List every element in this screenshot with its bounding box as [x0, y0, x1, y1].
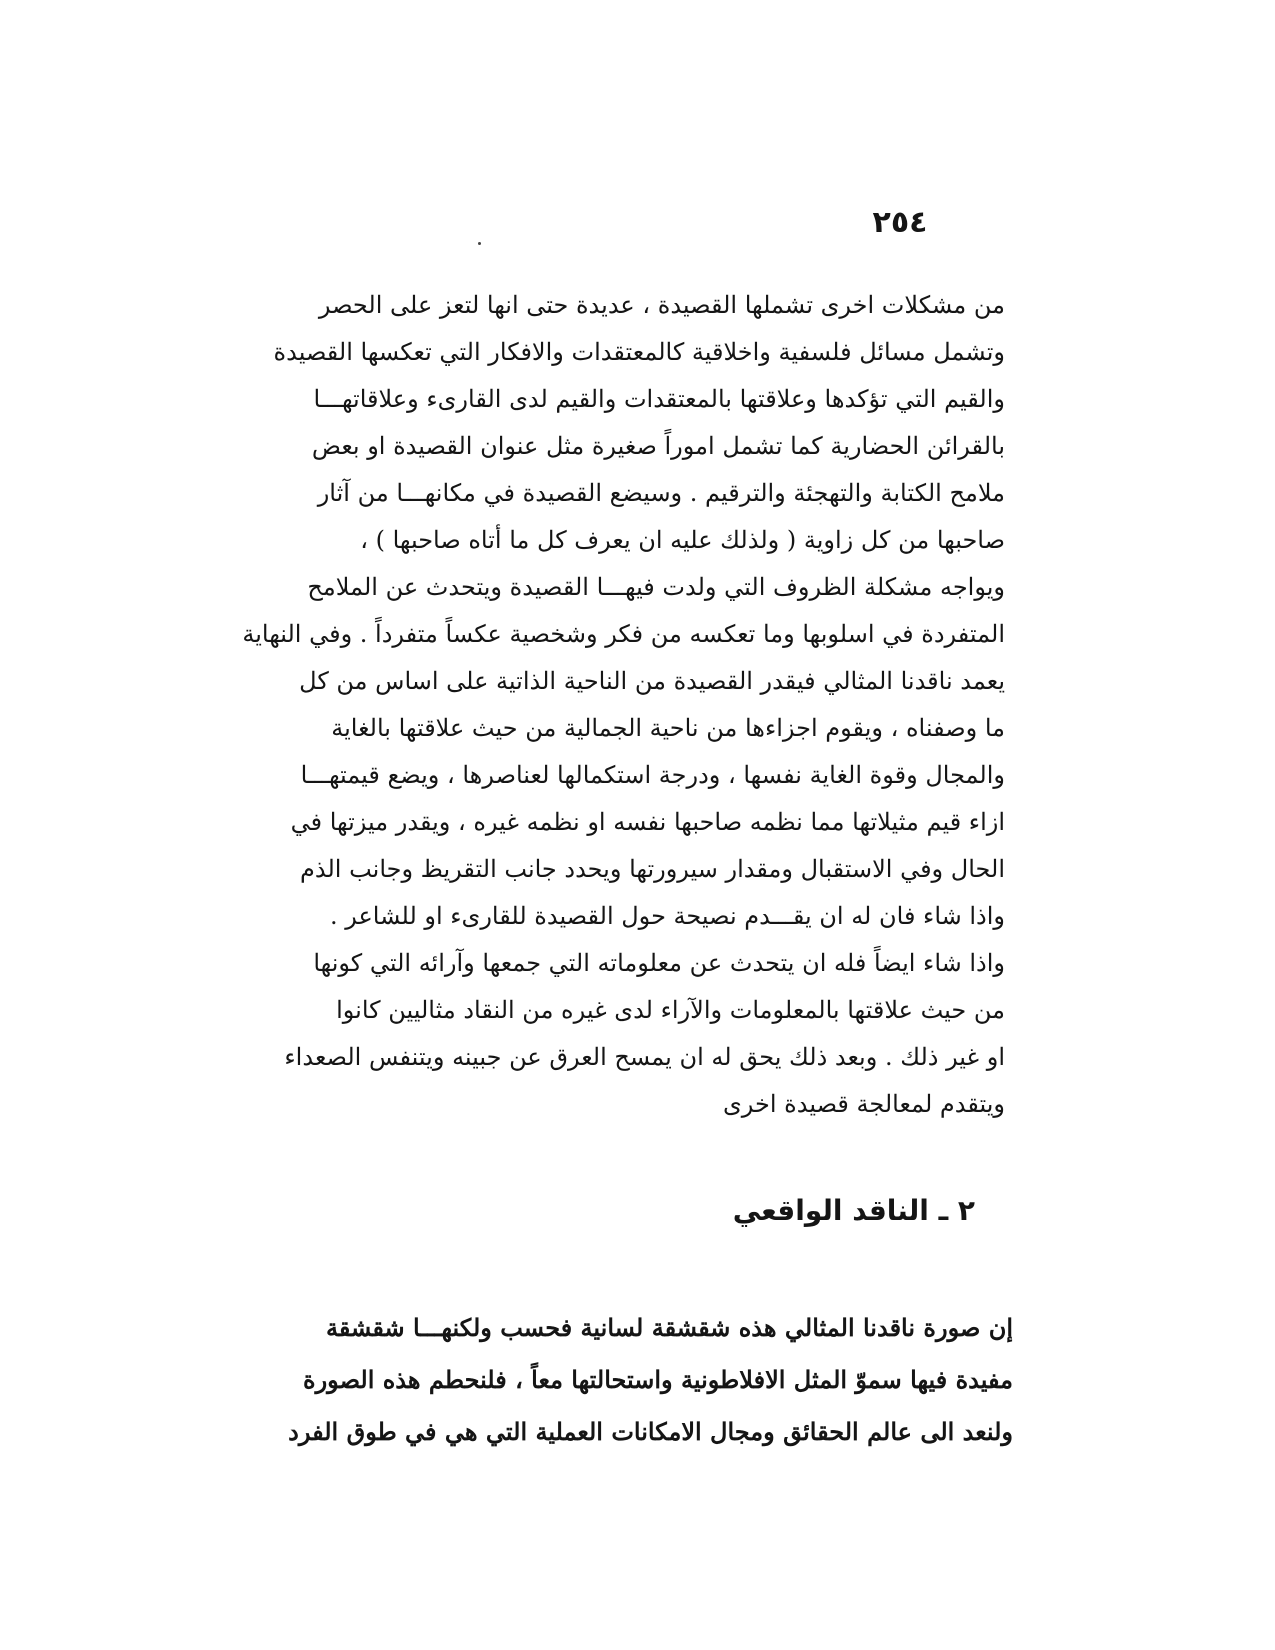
- text-line: صاحبها من كل زاوية ( ولذلك عليه ان يعرف كل ما أتاه صاحبها ) ،: [360, 526, 1005, 554]
- section-heading: ٢ ـ الناقد الواقعي: [732, 1194, 975, 1227]
- text-line: ملامح الكتابة والتهجئة والترقيم . وسيضع القصيدة في مكانهـــا من آثار: [317, 479, 1005, 507]
- text-line: مفيدة فيها سموّ المثل الافلاطونية واستحالتها معاً ، فلنحطم هذه الصورة: [303, 1365, 1013, 1394]
- text-line: وتشمل مسائل فلسفية واخلاقية كالمعتقدات والافكار التي تعكسها القصيدة: [273, 338, 1005, 366]
- text-line: بالقرائن الحضارية كما تشمل اموراً صغيرة مثل عنوان القصيدة او بعض: [311, 432, 1005, 460]
- text-line: ما وصفناه ، ويقوم اجزاءها من ناحية الجمالية من حيث علاقتها بالغاية: [331, 714, 1005, 742]
- text-line: او غير ذلك . وبعد ذلك يحق له ان يمسح العرق عن جبينه ويتنفس الصعداء: [284, 1043, 1005, 1071]
- text-line: ولنعد الى عالم الحقائق ومجال الامكانات العملية التي هي في طوق الفرد: [288, 1417, 1013, 1446]
- scan-speck: [478, 242, 481, 245]
- text-line: والمجال وقوة الغاية نفسها ، ودرجة استكمالها لعناصرها ، ويضع قيمتهـــا: [300, 761, 1005, 789]
- text-line: واذا شاء فان له ان يقـــدم نصيحة حول القصيدة للقارىء او للشاعر .: [329, 902, 1005, 930]
- body-paragraph-2: [238, 1302, 1013, 1458]
- text-line: والقيم التي تؤكدها وعلاقتها بالمعتقدات والقيم لدى القارىء وعلاقاتهـــا: [313, 385, 1005, 413]
- text-line: واذا شاء ايضاً فله ان يتحدث عن معلوماته التي جمعها وآرائه التي كونها: [313, 949, 1005, 977]
- text-line: يعمد ناقدنا المثالي فيقدر القصيدة من الناحية الذاتية على اساس من كل: [299, 667, 1005, 695]
- text-line: من مشكلات اخرى تشملها القصيدة ، عديدة حتى انها لتعز على الحصر: [318, 291, 1005, 319]
- page-number: ٢٥٤: [872, 205, 928, 240]
- text-line: ويتقدم لمعالجة قصيدة اخرى: [723, 1090, 1005, 1118]
- text-line: ويواجه مشكلة الظروف التي ولدت فيهـــا القصيدة ويتحدث عن الملامح: [307, 573, 1005, 601]
- text-line: إن صورة ناقدنا المثالي هذه شقشقة لسانية فحسب ولكنهـــا شقشقة: [325, 1313, 1013, 1342]
- text-line: ازاء قيم مثيلاتها مما نظمه صاحبها نفسه او نظمه غيره ، ويقدر ميزتها في: [290, 808, 1005, 836]
- text-line: من حيث علاقتها بالمعلومات والآراء لدى غيره من النقاد مثاليين كانوا: [336, 996, 1005, 1024]
- text-line: المتفردة في اسلوبها وما تعكسه من فكر وشخصية عكساً متفرداً . وفي النهاية: [242, 620, 1005, 648]
- body-paragraph-1: [240, 282, 1005, 1128]
- text-line: الحال وفي الاستقبال ومقدار سيرورتها ويحدد جانب التقريظ وجانب الذم: [300, 855, 1005, 883]
